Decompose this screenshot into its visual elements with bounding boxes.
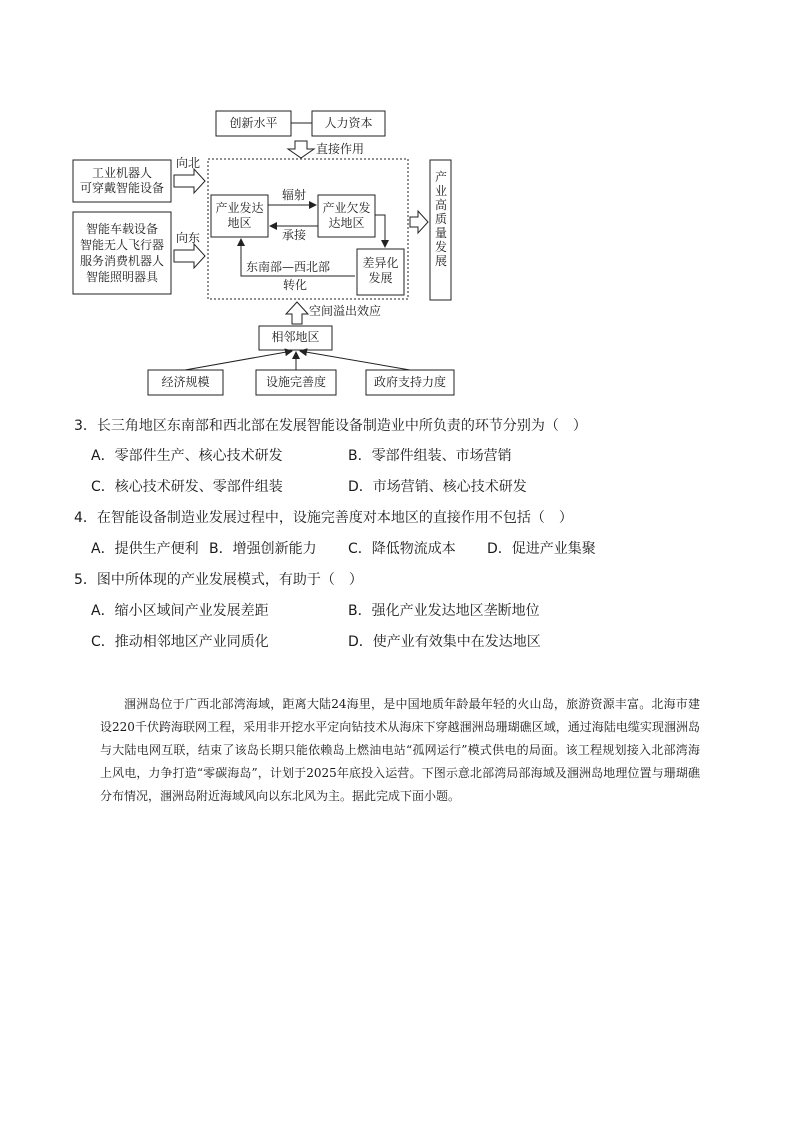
- outcome-label: 产业高质量发展: [434, 170, 447, 268]
- north-products-label: 工业机器人 可穿戴智能设备: [79, 166, 164, 195]
- reading-passage: [100, 693, 700, 808]
- question-4-option-d: D．促进产业集聚: [487, 541, 596, 557]
- spillover-label: 空间溢出效应: [309, 304, 382, 318]
- question-4-option-c: C．降低物流成本: [348, 541, 456, 557]
- arrow-east: [174, 244, 205, 268]
- undertake-label: 承接: [282, 228, 307, 242]
- passage-text: 涠洲岛位于广西北部湾海域，距离大陆24海里，是中国地质年龄最年轻的火山岛，旅游资源丰富。北海市建设220千伏跨海联网工程，采用非开挖水平定向钻技术从海床下穿越涠洲岛珊瑚礁区域，通过海陆电缆实现涠洲岛与大陆电网互联，结束了该岛长期只能依赖岛上燃油电站“孤网运行”模式供电的局面。该工程规划接入北部湾海上风电，力争打造“零碳海岛”，计划于2025年底投入运营。下图示意北部湾局部海域及涠洲岛地理位置与珊瑚礁分布情况，涠洲岛附近海域风向以东北风为主。据此完成下面小题。: [100, 697, 700, 803]
- arrow-direct-effect: [288, 141, 314, 158]
- question-5-option-d: D．使产业有效集中在发达地区: [348, 634, 541, 650]
- question-3-stem: 3．长三角地区东南部和西北部在发展智能设备制造业中所负责的环节分别为（ ）: [74, 418, 587, 434]
- arrow-north: [174, 169, 205, 193]
- question-3-option-a: A．零部件生产、核心技术研发: [91, 448, 283, 464]
- factor-economic-scale: 经济规模: [161, 375, 210, 389]
- question-3-option-d: D．市场营销、核心技术研发: [348, 479, 527, 495]
- arrow-east-label: 向东: [176, 231, 201, 245]
- question-5-option-a: A．缩小区域间产业发展差距: [91, 603, 269, 619]
- transform-label: 转化: [283, 278, 308, 292]
- industry-flow-diagram: [0, 0, 794, 400]
- question-4-option-a: A．提供生产便利: [91, 541, 199, 557]
- direct-effect-label: 直接作用: [316, 142, 365, 156]
- arrow-spillover: [286, 302, 308, 324]
- developed-region-label: 产业发达 地区: [215, 201, 264, 230]
- radiate-label: 辐射: [282, 188, 307, 202]
- question-4-option-b: B．增强创新能力: [209, 541, 317, 557]
- arrow-outcome: [410, 211, 428, 233]
- question-4-stem: 4．在智能设备制造业发展过程中，设施完善度对本地区的直接作用不包括（ ）: [74, 510, 573, 526]
- east-products-label: 智能车载设备 智能无人飞行器 服务消费机器人 智能照明器具: [79, 222, 164, 284]
- question-5-option-c: C．推动相邻地区产业同质化: [91, 634, 269, 650]
- neighbor-label: 相邻地区: [271, 330, 320, 344]
- innovation-label: 创新水平: [229, 116, 278, 130]
- diagram-lines: [0, 0, 794, 400]
- factor-government-support: 政府支持力度: [373, 375, 446, 389]
- underdeveloped-region-label: 产业欠发 达地区: [322, 201, 371, 230]
- transform-direction-label: 东南部—西北部: [246, 260, 331, 274]
- question-5-option-b: B．强化产业发达地区垄断地位: [348, 603, 540, 619]
- arrow-north-label: 向北: [176, 156, 201, 170]
- diff-dev-label: 差异化 发展: [362, 256, 399, 285]
- factor-facilities: 设施完善度: [265, 375, 326, 389]
- human-capital-label: 人力资本: [324, 116, 373, 130]
- question-5-stem: 5．图中所体现的产业发展模式，有助于（ ）: [74, 572, 363, 588]
- question-3-option-b: B．零部件组装、市场营销: [348, 448, 512, 464]
- question-3-option-c: C．核心技术研发、零部件组装: [91, 479, 283, 495]
